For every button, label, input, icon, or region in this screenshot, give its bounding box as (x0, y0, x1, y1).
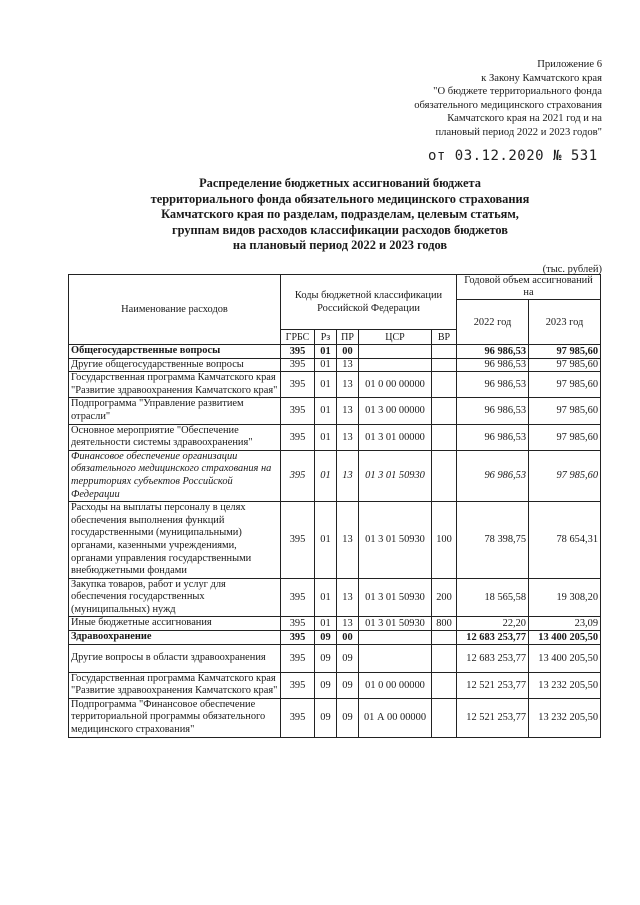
row-pr: 13 (337, 372, 359, 398)
row-rz: 09 (315, 672, 337, 698)
header-csr: ЦСР (359, 330, 432, 345)
row-csr (359, 631, 432, 645)
row-grbs: 395 (281, 450, 315, 501)
row-rz: 01 (315, 617, 337, 631)
title-line: на плановый период 2022 и 2023 годов (232, 238, 448, 253)
row-value-2023: 97 985,60 (529, 398, 601, 424)
row-name: Финансовое обеспечение организации обязательного медицинского страхования на территориях субъектов Российской Федерации (69, 450, 281, 501)
row-pr: 13 (337, 578, 359, 617)
row-name: Закупка товаров, работ и услуг для обеспечения государственных (муниципальных) нужд (69, 578, 281, 617)
row-value-2022: 12 521 253,77 (457, 672, 529, 698)
row-grbs: 395 (281, 698, 315, 737)
row-name: Подпрограмма "Управление развитием отрасли" (69, 398, 281, 424)
header-grbs: ГРБС (281, 330, 315, 345)
row-name: Иные бюджетные ассигнования (69, 617, 281, 631)
row-value-2023: 13 232 205,50 (529, 698, 601, 737)
row-csr: 01 3 01 50930 (359, 502, 432, 579)
row-rz: 09 (315, 631, 337, 645)
row-value-2023: 97 985,60 (529, 345, 601, 359)
row-csr: 01 3 00 00000 (359, 398, 432, 424)
row-value-2022: 96 986,53 (457, 345, 529, 359)
row-name: Государственная программа Камчатского края "Развитие здравоохранения Камчатского края" (69, 372, 281, 398)
header-volume: Годовой объем ассигнований на (457, 275, 601, 300)
annex-line: Камчатского края на 2021 год и на (447, 113, 602, 125)
row-csr: 01 3 01 00000 (359, 424, 432, 450)
annex-line: к Закону Камчатского края (481, 72, 602, 84)
row-pr: 09 (337, 698, 359, 737)
table-row (69, 424, 601, 450)
header-name: Наименование расходов (69, 275, 281, 345)
row-csr: 01 А 00 00000 (359, 698, 432, 737)
row-pr: 13 (337, 617, 359, 631)
row-csr (359, 358, 432, 372)
row-value-2022: 96 986,53 (457, 450, 529, 501)
row-rz: 01 (315, 424, 337, 450)
row-vr (432, 358, 457, 372)
row-pr: 13 (337, 450, 359, 501)
row-csr: 01 0 00 00000 (359, 372, 432, 398)
row-value-2023: 97 985,60 (529, 424, 601, 450)
row-pr: 13 (337, 502, 359, 579)
row-vr (432, 631, 457, 645)
table-row (69, 644, 601, 672)
row-grbs: 395 (281, 672, 315, 698)
table-row (69, 450, 601, 501)
row-value-2022: 96 986,53 (457, 398, 529, 424)
row-rz: 01 (315, 372, 337, 398)
row-rz: 01 (315, 578, 337, 617)
header-pr: ПР (337, 330, 359, 345)
table-row (69, 345, 601, 359)
row-csr: 01 3 01 50930 (359, 578, 432, 617)
date-stamp: от 03.12.2020 № 531 (428, 148, 598, 164)
row-value-2023: 97 985,60 (529, 372, 601, 398)
row-csr: 01 3 01 50930 (359, 617, 432, 631)
title-line: группам видов расходов классификации расходов бюджетов (171, 222, 509, 237)
row-csr: 01 0 00 00000 (359, 672, 432, 698)
row-name: Другие вопросы в области здравоохранения (69, 644, 281, 672)
row-grbs: 395 (281, 631, 315, 645)
row-name: Общегосударственные вопросы (69, 345, 281, 359)
row-vr: 200 (432, 578, 457, 617)
annex-line: плановый период 2022 и 2023 годов" (435, 126, 602, 138)
table-row (69, 398, 601, 424)
row-value-2023: 97 985,60 (529, 358, 601, 372)
title-line: Распределение бюджетных ассигнований бюджета (199, 176, 481, 190)
row-vr (432, 644, 457, 672)
budget-table (68, 274, 601, 738)
annex-line: "О бюджете территориального фонда (433, 86, 602, 98)
row-grbs: 395 (281, 644, 315, 672)
row-value-2022: 18 565,58 (457, 578, 529, 617)
header-year-2022: 2022 год (457, 300, 529, 345)
row-grbs: 395 (281, 372, 315, 398)
row-pr: 13 (337, 398, 359, 424)
table-row (69, 698, 601, 737)
row-grbs: 395 (281, 424, 315, 450)
row-name: Здравоохранение (69, 631, 281, 645)
row-csr (359, 644, 432, 672)
row-vr (432, 345, 457, 359)
row-rz: 09 (315, 698, 337, 737)
row-value-2022: 12 683 253,77 (457, 631, 529, 645)
table-row (69, 672, 601, 698)
row-pr: 09 (337, 644, 359, 672)
row-value-2022: 12 521 253,77 (457, 698, 529, 737)
table-row (69, 358, 601, 372)
units-label: (тыс. рублей) (542, 264, 602, 275)
row-vr (432, 672, 457, 698)
row-value-2023: 13 400 205,50 (529, 644, 601, 672)
row-vr (432, 424, 457, 450)
row-grbs: 395 (281, 502, 315, 579)
row-grbs: 395 (281, 617, 315, 631)
row-rz: 01 (315, 450, 337, 501)
row-value-2022: 12 683 253,77 (457, 644, 529, 672)
row-value-2023: 23,09 (529, 617, 601, 631)
row-grbs: 395 (281, 398, 315, 424)
row-pr: 13 (337, 358, 359, 372)
row-value-2022: 22,20 (457, 617, 529, 631)
row-vr (432, 372, 457, 398)
table-row (69, 631, 601, 645)
row-csr (359, 345, 432, 359)
table-row (69, 617, 601, 631)
row-name: Другие общегосударственные вопросы (69, 358, 281, 372)
row-name: Расходы на выплаты персоналу в целях обеспечения выполнения функций государственными (муниципальными) органами, казенными учреждениями, органами управления государственными внебюджетными фондами (69, 502, 281, 579)
row-value-2022: 96 986,53 (457, 424, 529, 450)
header-vr: ВР (432, 330, 457, 345)
row-csr: 01 3 01 50930 (359, 450, 432, 501)
row-vr (432, 398, 457, 424)
row-name: Подпрограмма "Финансовое обеспечение территориальной программы обязательного медицинского страхования" (69, 698, 281, 737)
row-value-2023: 13 400 205,50 (529, 631, 601, 645)
header-rz: Рз (315, 330, 337, 345)
row-name: Государственная программа Камчатского края "Развитие здравоохранения Камчатского края" (69, 672, 281, 698)
table-row (69, 502, 601, 579)
row-vr (432, 450, 457, 501)
row-pr: 00 (337, 631, 359, 645)
row-pr: 09 (337, 672, 359, 698)
row-value-2023: 97 985,60 (529, 450, 601, 501)
annex-reference (352, 58, 602, 140)
row-value-2022: 96 986,53 (457, 358, 529, 372)
row-value-2022: 78 398,75 (457, 502, 529, 579)
row-vr (432, 698, 457, 737)
row-value-2023: 13 232 205,50 (529, 672, 601, 698)
row-grbs: 395 (281, 578, 315, 617)
row-pr: 00 (337, 345, 359, 359)
row-grbs: 395 (281, 345, 315, 359)
row-rz: 01 (315, 398, 337, 424)
row-value-2023: 78 654,31 (529, 502, 601, 579)
row-rz: 09 (315, 644, 337, 672)
row-grbs: 395 (281, 358, 315, 372)
title-line: территориального фонда обязательного медицинского страхования (150, 191, 530, 206)
row-value-2022: 96 986,53 (457, 372, 529, 398)
row-rz: 01 (315, 502, 337, 579)
title-line: Камчатского края по разделам, подразделам, целевым статьям, (161, 207, 519, 222)
annex-line: Приложение 6 (537, 59, 602, 70)
row-name: Основное мероприятие "Обеспечение деятельности системы здравоохранения" (69, 424, 281, 450)
header-codes: Коды бюджетной классификации Российской Федерации (281, 275, 457, 330)
table-row (69, 578, 601, 617)
row-pr: 13 (337, 424, 359, 450)
annex-line: обязательного медицинского страхования (414, 99, 602, 111)
header-year-2023: 2023 год (529, 300, 601, 345)
row-rz: 01 (315, 358, 337, 372)
row-vr: 800 (432, 617, 457, 631)
row-value-2023: 19 308,20 (529, 578, 601, 617)
row-vr: 100 (432, 502, 457, 579)
table-row (69, 372, 601, 398)
document-title (60, 176, 620, 254)
row-rz: 01 (315, 345, 337, 359)
